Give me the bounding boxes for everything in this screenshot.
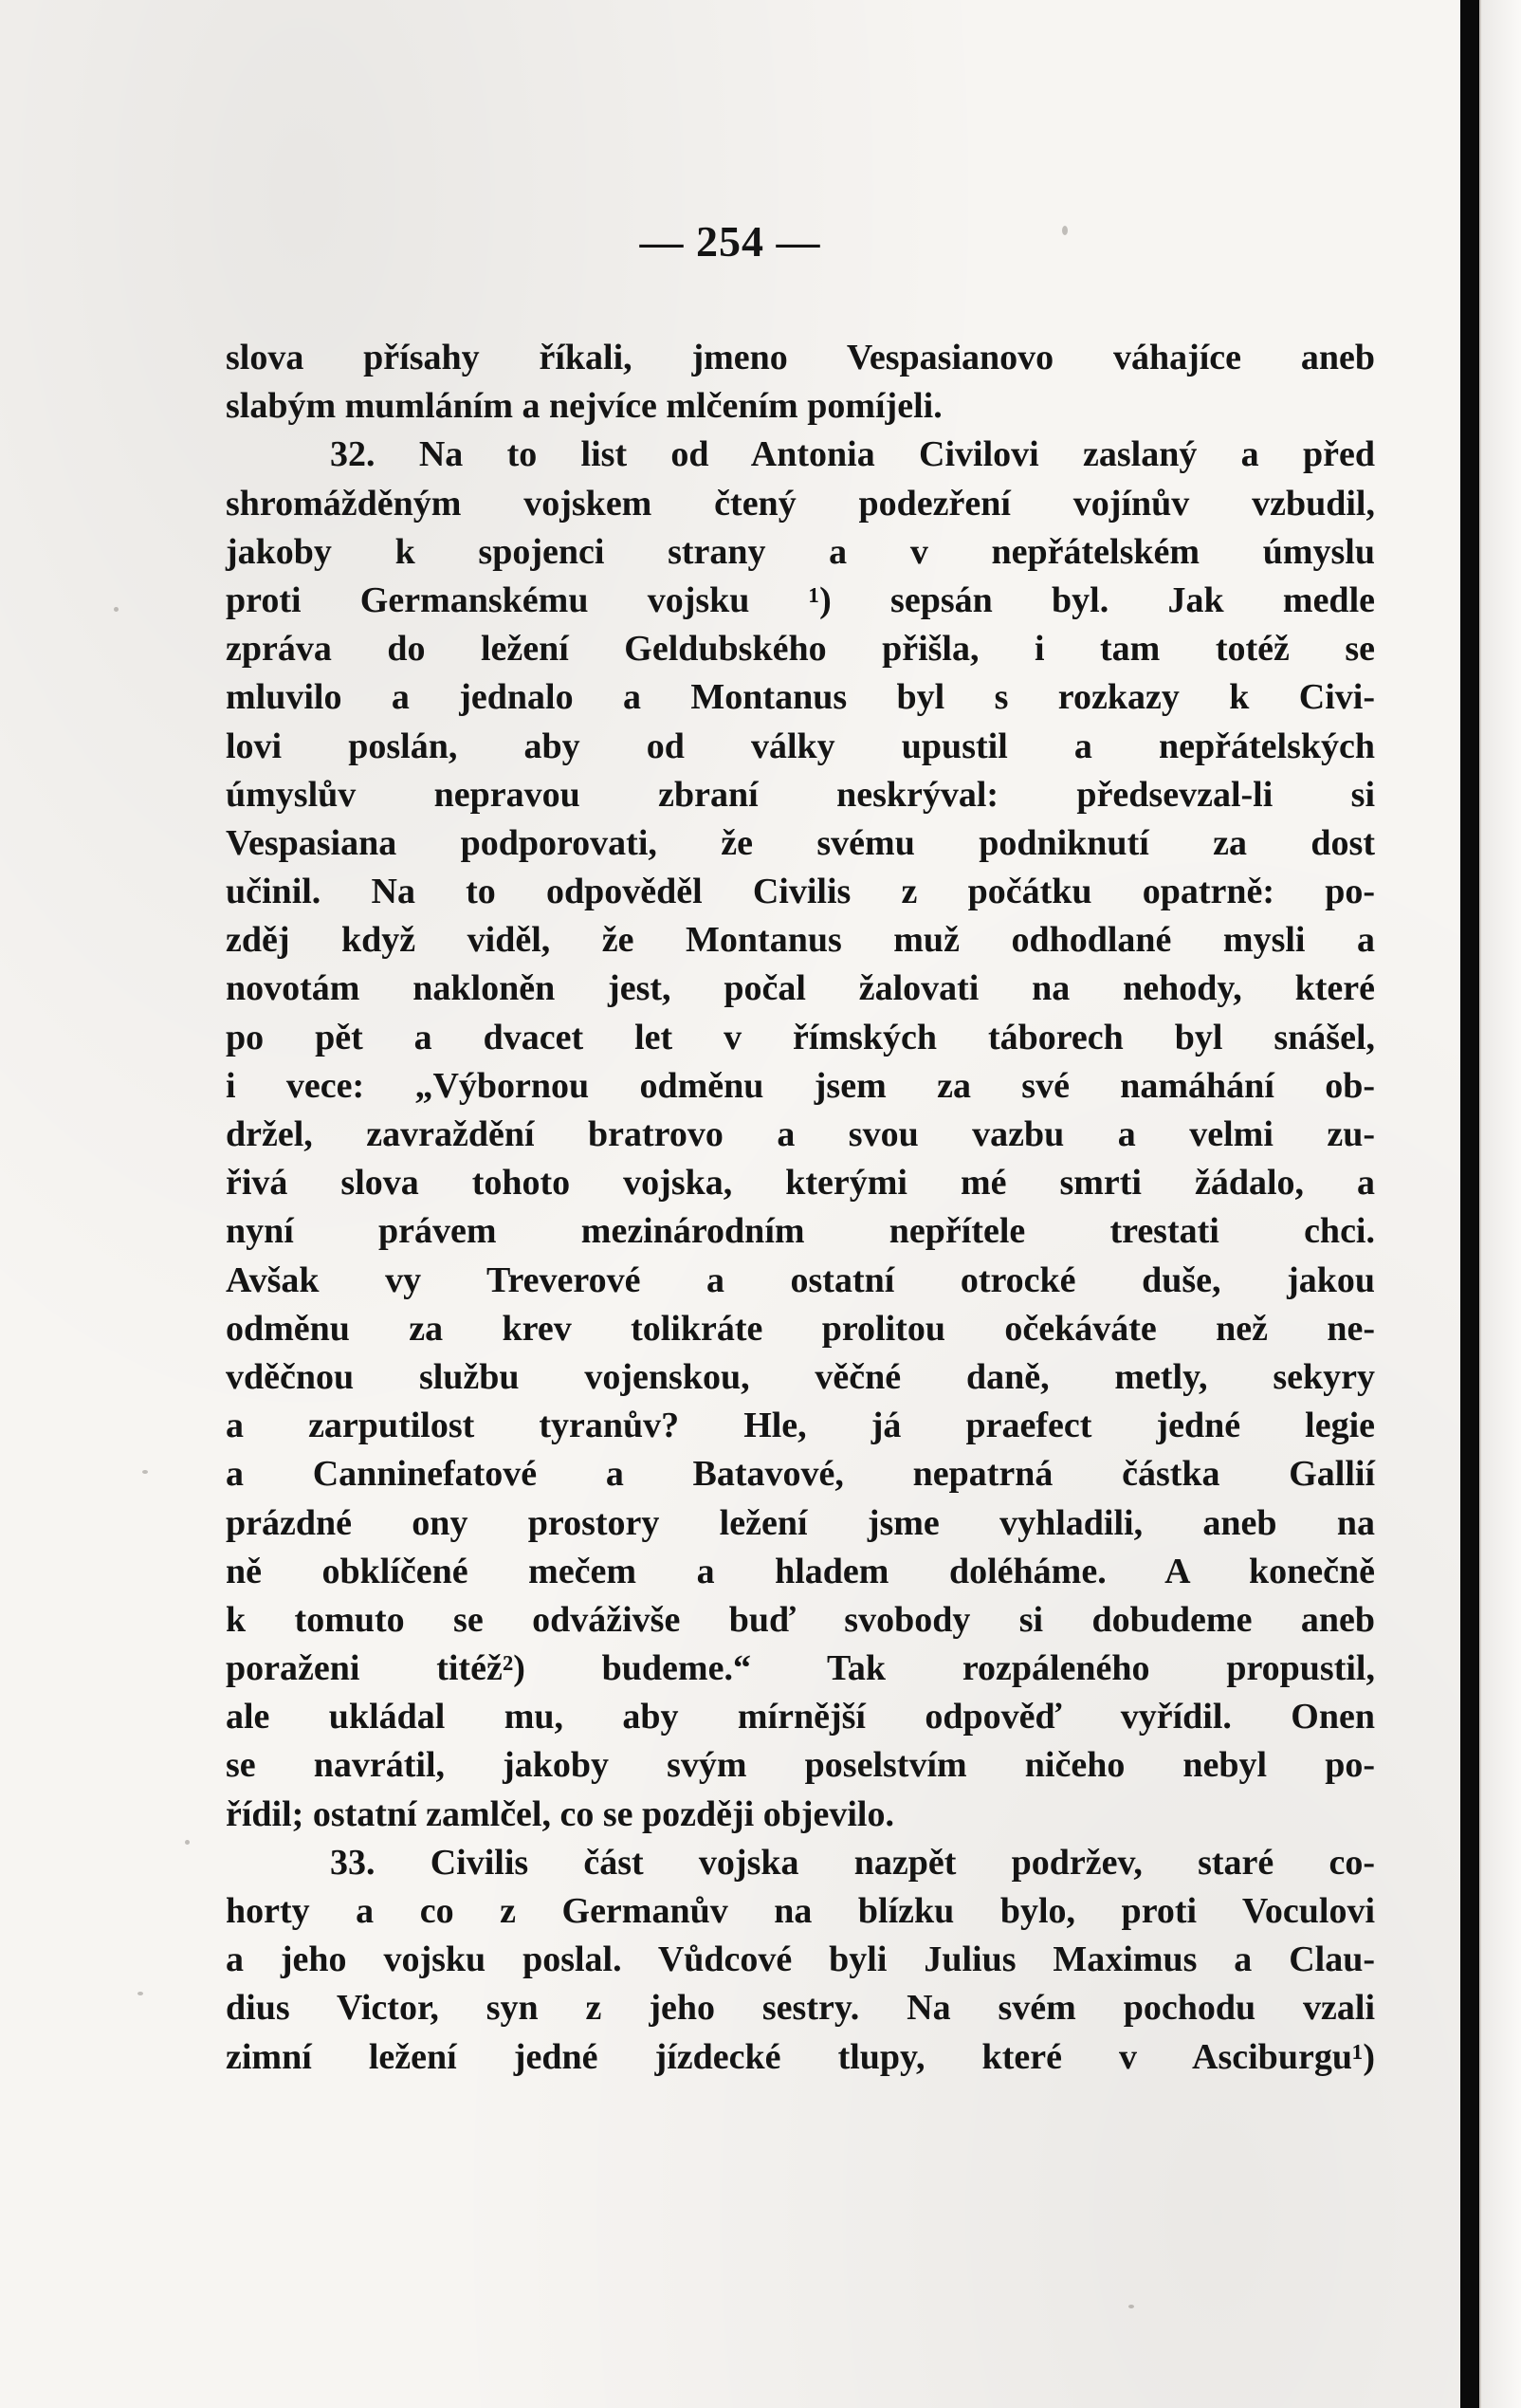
scan-speck — [1128, 2305, 1134, 2308]
text-line — [226, 1548, 1375, 1596]
text-line-content: Avšak vy Treverové a ostatní otrocké duše, jakou — [226, 1259, 1375, 1300]
page-gutter-shadow — [1460, 0, 1479, 2408]
text-line-content: a zarputilost tyranův? Hle, já praefect jedné legie — [226, 1406, 1375, 1446]
text-line-content: 32. Na to list od Antonia Civilovi zaslaný a před — [330, 434, 1375, 475]
text-line — [226, 1645, 1375, 1693]
text-line — [226, 625, 1375, 673]
text-line-content: prázdné ony prostory ležení jsme vyhladili, aneb na — [226, 1502, 1375, 1543]
text-line — [226, 1257, 1375, 1305]
text-line — [226, 1111, 1375, 1159]
text-line-content: ně obklíčené mečem a hladem doléháme. A konečně — [226, 1551, 1375, 1591]
text-line-content: horty a co z Germanův na blízku bylo, proti Voculovi — [226, 1891, 1375, 1931]
scan-speck — [185, 1840, 190, 1845]
text-line-content: zpráva do ležení Geldubského přišla, i tam totéž se — [226, 629, 1375, 670]
text-line — [226, 723, 1375, 771]
text-line-content: slova přísahy říkali, jmeno Vespasianovo váhajíce aneb — [226, 338, 1375, 377]
text-line — [226, 1499, 1375, 1548]
body-text — [226, 334, 1375, 2082]
text-line-content: zimní ležení jedné jízdecké tlupy, které v Asciburgu¹) — [226, 2036, 1375, 2077]
text-line — [226, 1207, 1375, 1256]
text-line — [226, 673, 1375, 722]
text-line — [226, 528, 1375, 577]
text-line-content: po pět a dvacet let v římských táborech byl snášel, — [226, 1017, 1375, 1057]
text-line-content: poraženi titéž²) budeme.“ Tak rozpáleného propustil, — [226, 1648, 1375, 1689]
text-line — [226, 480, 1375, 528]
text-line-content: jakoby k spojenci strany a v nepřátelském úmyslu — [226, 531, 1375, 572]
text-line — [226, 1839, 1375, 1887]
text-line-content: mluvilo a jednalo a Montanus byl s rozkazy k Civi- — [226, 677, 1375, 718]
text-line-content: odměnu za krev tolikráte prolitou očekáváte než ne- — [226, 1308, 1375, 1349]
text-line-content: učinil. Na to odpověděl Civilis z počátku opatrně: po- — [226, 872, 1375, 912]
text-line-content: Vespasiana podporovati, že svému podniknutí za dost — [226, 822, 1375, 863]
text-line-content: shromážděným vojskem čtený podezření vojínův vzbudil, — [226, 483, 1375, 524]
text-line-content: nyní právem mezinárodním nepřítele trestati chci. — [226, 1211, 1375, 1252]
text-line-content: řivá slova tohoto vojska, kterými mé smrti žádalo, a — [226, 1163, 1375, 1204]
scan-speck — [142, 1470, 148, 1474]
text-line — [226, 2033, 1375, 2082]
text-line-content: vděčnou službu vojenskou, věčné daně, metly, sekyry — [226, 1356, 1375, 1397]
text-line — [226, 1936, 1375, 1984]
text-line — [226, 1159, 1375, 1207]
text-line — [226, 382, 1375, 431]
text-line-content: lovi poslán, aby od války upustil a nepřátelských — [226, 726, 1375, 766]
text-line-content: úmyslův nepravou zbraní neskrýval: předsevzal-li si — [226, 774, 1375, 815]
text-line — [226, 1062, 1375, 1111]
text-line-content: i vece: „Výbornou odměnu jsem za své namáhání ob- — [226, 1065, 1375, 1106]
scan-speck — [114, 607, 119, 612]
text-line — [226, 1984, 1375, 2032]
text-line — [226, 1305, 1375, 1353]
text-line — [226, 916, 1375, 965]
text-line — [226, 431, 1375, 479]
text-line — [226, 965, 1375, 1013]
text-line-content: novotám nakloněn jest, počal žalovati na nehody, které — [226, 968, 1375, 1009]
page-number: — 254 — — [639, 217, 821, 266]
text-line-content: řídil; ostatní zamlčel, co se později objevilo. — [226, 1793, 894, 1834]
text-line — [226, 1402, 1375, 1450]
text-line — [226, 1014, 1375, 1062]
text-line-content: 33. Civilis část vojska nazpět podržev, staré co- — [330, 1842, 1375, 1883]
text-line — [226, 1353, 1375, 1402]
text-line — [226, 1887, 1375, 1936]
text-line-content: proti Germanskému vojsku ¹) sepsán byl. Jak medle — [226, 579, 1375, 620]
text-line — [226, 771, 1375, 819]
text-line — [226, 1741, 1375, 1790]
text-line-content: k tomuto se odváživše buď svobody si dobudeme aneb — [226, 1599, 1375, 1640]
scan-speck — [137, 1992, 143, 1995]
text-line-content: dius Victor, syn z jeho sestry. Na svém pochodu vzali — [226, 1988, 1375, 2029]
text-line — [226, 819, 1375, 868]
text-line — [226, 334, 1375, 382]
text-line — [226, 577, 1375, 625]
text-line-content: držel, zavraždění bratrovo a svou vazbu a velmi zu- — [226, 1114, 1375, 1154]
text-line — [226, 868, 1375, 916]
text-line-content: a jeho vojsku poslal. Vůdcové byli Julius Maximus a Clau- — [226, 1939, 1375, 1980]
text-line-content: ale ukládal mu, aby mírnější odpověď vyřídil. Onen — [226, 1697, 1375, 1737]
text-line — [226, 1596, 1375, 1645]
text-line — [226, 1693, 1375, 1741]
adjacent-page-edge — [1479, 0, 1521, 2408]
text-line-content: zděj když viděl, že Montanus muž odhodlané mysli a — [226, 920, 1375, 961]
text-line — [226, 1450, 1375, 1498]
text-line-content: slabým mumláním a nejvíce mlčením pomíjeli. — [226, 386, 943, 427]
text-line — [226, 1791, 1375, 1839]
text-line-content: a Canninefatové a Batavové, nepatrná částka Gallií — [226, 1454, 1375, 1495]
text-line-content: se navrátil, jakoby svým poselstvím ničeho nebyl po- — [226, 1745, 1375, 1786]
